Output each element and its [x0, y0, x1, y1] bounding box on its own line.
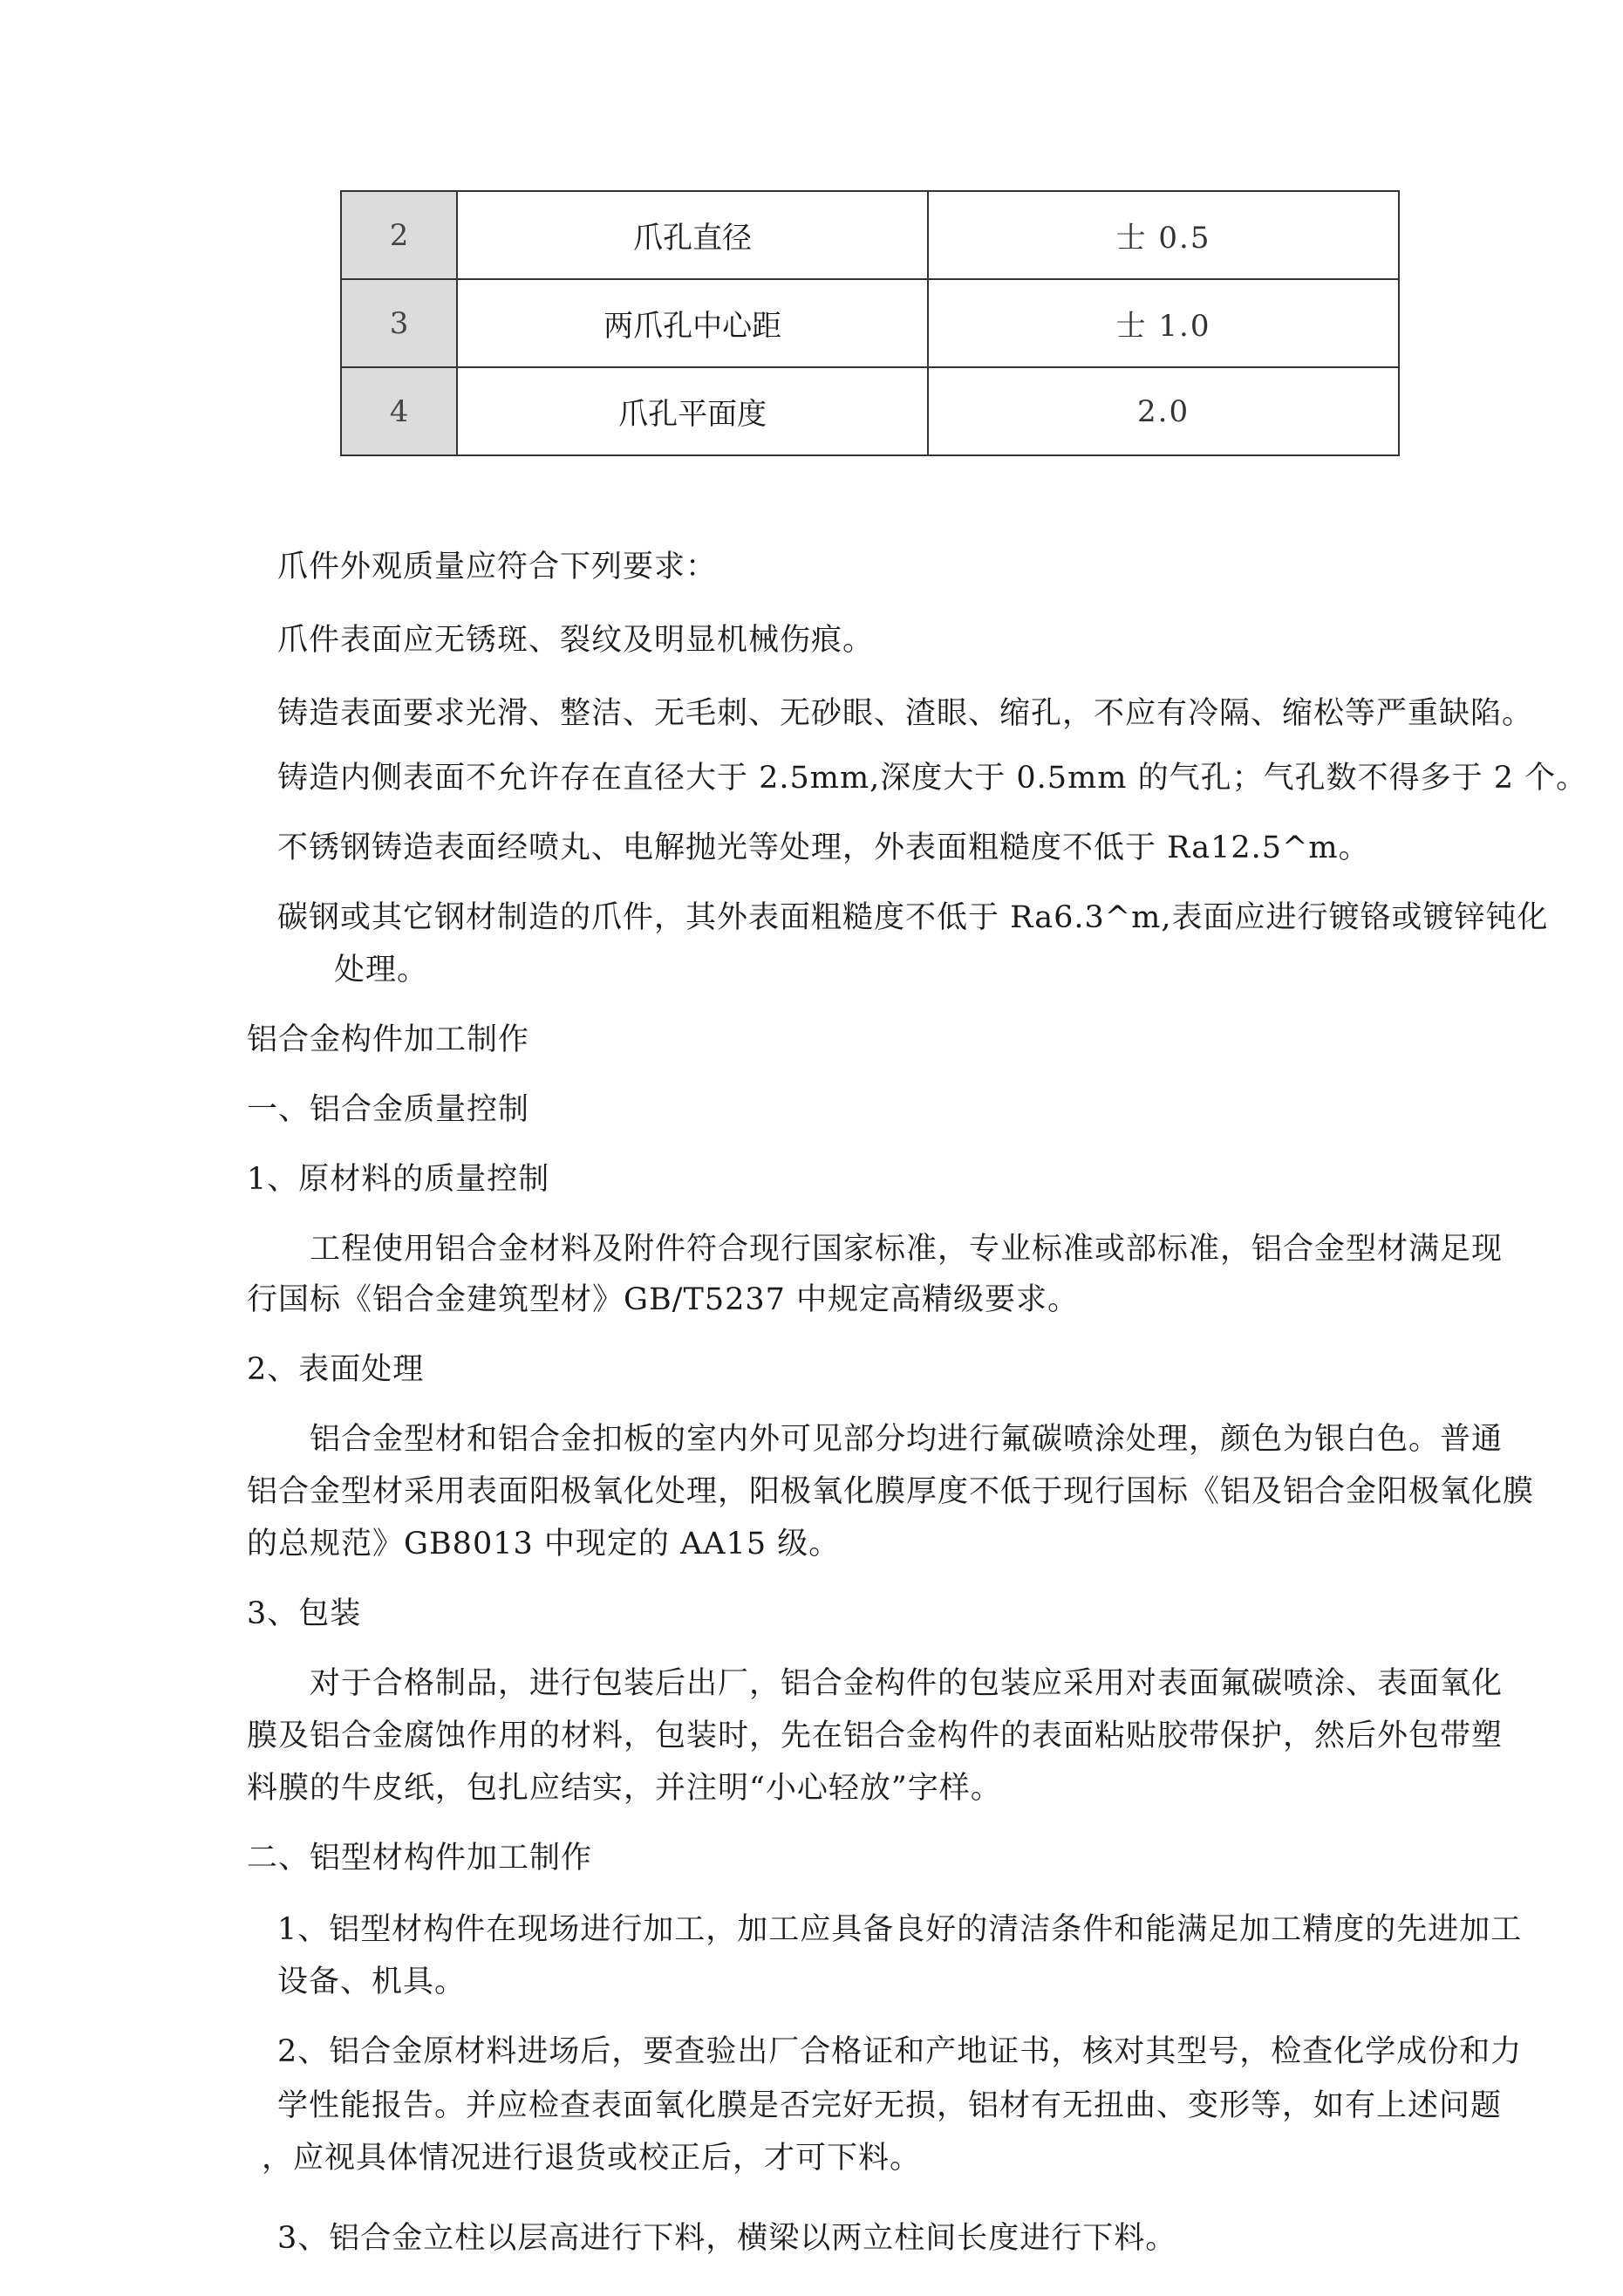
- section-heading: 2、表面处理: [247, 1352, 425, 1387]
- paragraph-line: 爪件表面应无锈斑、裂纹及明显机械伤痕。: [277, 623, 875, 658]
- paragraph-line: 碳钢或其它钢材制造的爪件，其外表面粗糙度不低于 Ra6.3^m,表面应进行镀铬或镀锌钝化: [277, 900, 1549, 935]
- section-heading: 一、铝合金质量控制: [247, 1092, 530, 1127]
- paragraph-line: 铝合金型材和铝合金扣板的室内外可见部分均进行氟碳喷涂处理，颜色为银白色。普通: [310, 1422, 1504, 1457]
- paragraph-line: 学性能报告。并应检查表面氧化膜是否完好无损，铝材有无扭曲、变形等，如有上述问题: [277, 2088, 1503, 2123]
- section-heading: 3、包装: [247, 1596, 362, 1631]
- section-heading: 1、原材料的质量控制: [247, 1162, 550, 1197]
- paragraph-line: 不锈钢铸造表面经喷丸、电解抛光等处理，外表面粗糙度不低于 Ra12.5^m。: [277, 830, 1370, 865]
- paragraph-line: 工程使用铝合金材料及附件符合现行国家标准，专业标准或部标准，铝合金型材满足现: [310, 1232, 1504, 1267]
- row-tolerance: 士 0.5: [928, 191, 1399, 279]
- row-number: 3: [341, 279, 457, 367]
- row-item: 两爪孔中心距: [457, 279, 928, 367]
- paragraph-line: 3、铝合金立柱以层高进行下料，横梁以两立柱间长度进行下料。: [277, 2221, 1177, 2256]
- paragraph-line: 处理。: [334, 953, 429, 987]
- paragraph-line: 行国标《铝合金建筑型材》GB/T5237 中规定高精级要求。: [247, 1282, 1080, 1317]
- row-tolerance: 2.0: [928, 367, 1399, 455]
- row-item: 爪孔平面度: [457, 367, 928, 455]
- table-row: [341, 191, 1399, 279]
- row-item: 爪孔直径: [457, 191, 928, 279]
- table-row: [341, 279, 1399, 367]
- paragraph-line: 铝合金型材采用表面阳极氧化处理，阳极氧化膜厚度不低于现行国标《铝及铝合金阳极氧化膜: [247, 1474, 1535, 1509]
- paragraph-line: ，应视具体情况进行退货或校正后，才可下料。: [262, 2141, 922, 2176]
- paragraph-line: 爪件外观质量应符合下列要求：: [277, 550, 718, 584]
- paragraph-line: 1、铝型材构件在现场进行加工，加工应具备良好的清洁条件和能满足加工精度的先进加工: [277, 1912, 1523, 1947]
- paragraph-line: 料膜的牛皮纸，包扎应结实，并注明“小心轻放”字样。: [247, 1771, 1002, 1806]
- paragraph-line: 铸造表面要求光滑、整洁、无毛刺、无砂眼、渣眼、缩孔，不应有冷隔、缩松等严重缺陷。: [277, 696, 1534, 731]
- paragraph-line: 膜及铝合金腐蚀作用的材料，包装时，先在铝合金构件的表面粘贴胶带保护，然后外包带塑: [247, 1719, 1504, 1753]
- row-number: 2: [341, 191, 457, 279]
- paragraph-line: 2、铝合金原材料进场后，要查验出厂合格证和产地证书，核对其型号，检查化学成份和力: [277, 2034, 1523, 2069]
- section-heading: 铝合金构件加工制作: [247, 1022, 530, 1057]
- paragraph-line: 铸造内侧表面不允许存在直径大于 2.5mm,深度大于 0.5mm 的气孔；气孔数不得多于 2 个。: [277, 761, 1588, 796]
- row-number: 4: [341, 367, 457, 455]
- paragraph-line: 的总规范》GB8013 中现定的 AA15 级。: [247, 1527, 841, 1561]
- section-heading: 二、铝型材构件加工制作: [247, 1841, 593, 1876]
- table-row: [341, 367, 1399, 455]
- row-tolerance: 士 1.0: [928, 279, 1399, 367]
- paragraph-line: 设备、机具。: [277, 1965, 467, 1999]
- tolerance-table: [340, 190, 1400, 456]
- paragraph-line: 对于合格制品，进行包装后出厂，铝合金构件的包装应采用对表面氟碳喷涂、表面氧化: [310, 1666, 1504, 1701]
